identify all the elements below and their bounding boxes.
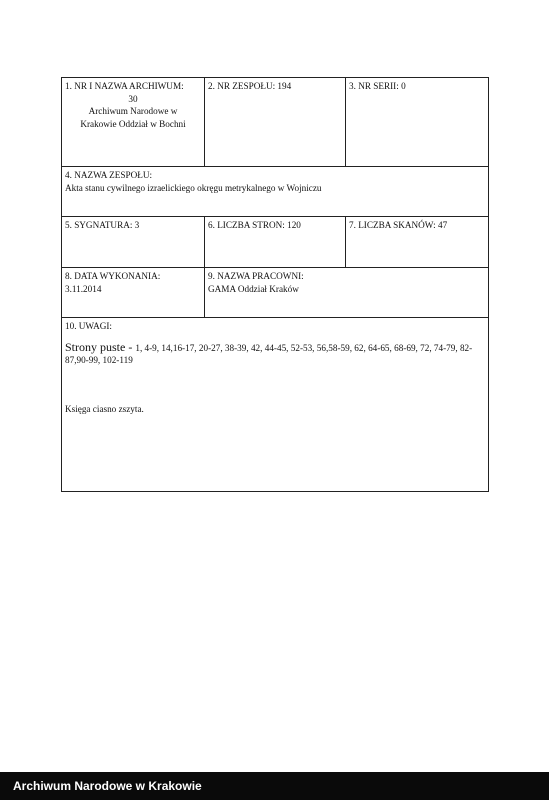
signature-cell [62, 216, 204, 267]
remarks-cell [62, 317, 488, 491]
scan-count: 7. LICZBA SKANÓW: 47 [349, 220, 448, 230]
archive-number: 30 [128, 93, 138, 104]
page-count-cell [204, 216, 345, 267]
archive-name-line1: Archiwum Narodowe w [88, 106, 178, 116]
remarks-label: 10. UWAGI: [65, 321, 112, 331]
series-number-cell [345, 78, 488, 166]
date-cell [62, 267, 204, 317]
blank-pages-line1: 1, 4-9, 14,16-17, 20-27, 38-39, 42, 44-45, 52-53, 56,58-59, 62, 64-65, 68-69, 72, 74-79, 82- [135, 342, 473, 353]
archive-cell [62, 78, 204, 166]
note: Księga ciasno zszyta. [65, 403, 144, 414]
footer-bar [0, 772, 549, 800]
date-value: 3.11.2014 [65, 283, 102, 294]
studio-label: 9. NAZWA PRACOWNI: [208, 271, 304, 281]
date-label: 8. DATA WYKONANIA: [65, 271, 161, 281]
studio-cell [204, 267, 488, 317]
archive-label: 1. NR I NAZWA ARCHIWUM: [65, 81, 184, 91]
blank-pages-label: Strony puste - [65, 339, 136, 354]
fond-name-cell [62, 166, 488, 216]
blank-pages-line2: 87,90-99, 102-119 [65, 355, 133, 365]
page-count: 6. LICZBA STRON: 120 [208, 220, 301, 230]
fond-number-cell [204, 78, 345, 166]
fond-name: Akta stanu cywilnego izraelickiego okręgu metrykalnego w Wojniczu [65, 182, 322, 193]
scan-count-cell [345, 216, 488, 267]
studio-value: GAMA Oddział Kraków [208, 283, 299, 294]
fond-name-label: 4. NAZWA ZESPOŁU: [65, 170, 153, 180]
metadata-form [61, 77, 489, 492]
signature: 5. SYGNATURA: 3 [65, 220, 140, 230]
footer-text: Archiwum Narodowe w Krakowie [13, 779, 202, 793]
series-number: 3. NR SERII: 0 [349, 81, 406, 91]
fond-number: 2. NR ZESPOŁU: 194 [208, 81, 292, 91]
archive-name-line2: Krakowie Oddział w Bochni [80, 118, 186, 129]
